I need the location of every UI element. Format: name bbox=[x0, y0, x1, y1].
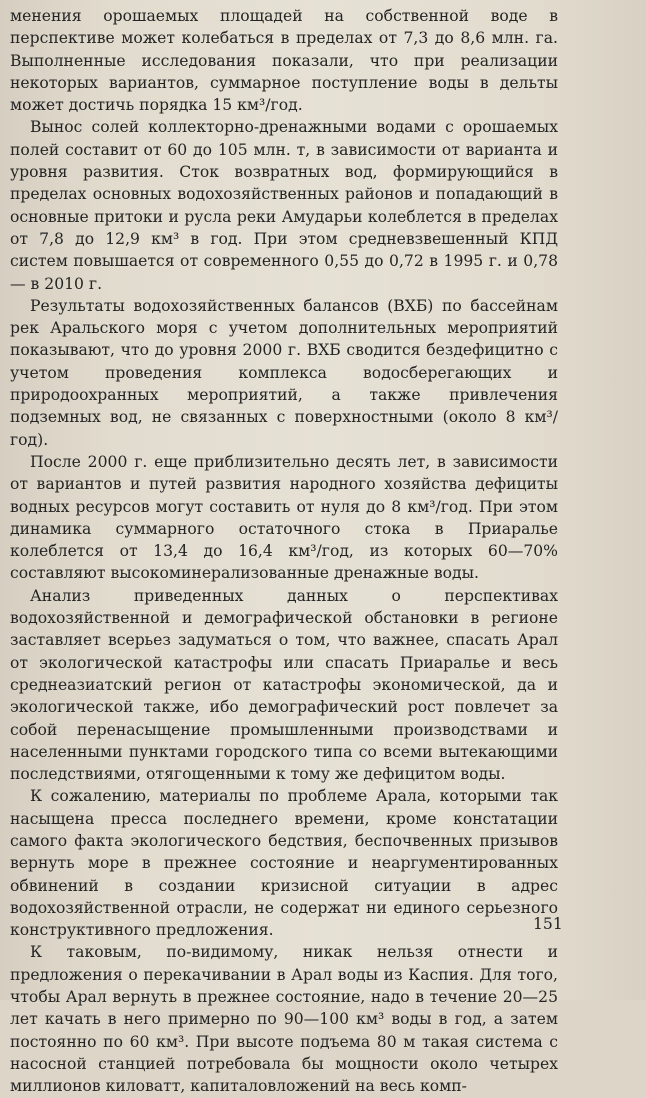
page-number: 151 bbox=[533, 915, 563, 933]
paragraph-5: Анализ приведенных данных о перспективах водохозяйственной и демографической обстановки в регионе заставляет всерьез задуматься о том, что важнее, спасать Арал от экологической катастрофы или спасать Приаралье и весь среднеазиатский регион от катастрофы экономической, да и экологической также, ибо демографический рост повлечет за собой перенасыщение промышленными производствами и населенными пунктами городского типа со всеми вытекающими последствиями, отягощенными к тому же дефицитом воды. bbox=[10, 586, 558, 784]
paragraph-2: Вынос солей коллекторно-дренажными водами с орошаемых полей составит от 60 до 105 млн. т, в зависимости от варианта и уровня развития. Сток возвратных вод, формирующийся в пределах основных водохозяйственных районов и попадающий в основные притоки и русла реки Амударьи колеблется в пределах от 7,8 до 12,9 км³ в год. При этом средневзвешенный КПД систем повышается от современного 0,55 до 0,72 в 1995 г. и 0,78 — в 2010 г. bbox=[10, 118, 558, 293]
paragraph-4: После 2000 г. еще приблизительно десять лет, в зависимости от вариантов и путей развития народного хозяйства дефициты водных ресурсов могут составить от нуля до 8 км³/год. При этом динамика суммарного остаточного стока в Приаралье колеблется от 13,4 до 16,4 км³/год, из которых 60—70% составляют высокоминерализованные дренажные воды. bbox=[10, 452, 558, 583]
paragraph-7: К таковым, по-видимому, никак нельзя отнести и предложения о перекачивании в Арал воды из Каспия. Для того, чтобы Арал вернуть в прежнее состояние, надо в течение 20—25 лет качать в него примерно по 90—100 км³ воды в год, а затем постоянно по 60 км³. При высоте подъема 80 м такая система с насосной станцией потребовала бы мощности около четырех миллионов киловатт, капиталовложений на весь комп- bbox=[10, 943, 558, 1096]
paragraph-6: К сожалению, материалы по проблеме Арала, которыми так насыщена пресса последнего времени, кроме констатации самого факта экологического бедствия, беспочвенных призывов вернуть море в прежнее состояние и неаргументированных обвинений в создании кризисной ситуации в адрес водохозяйственной отрасли, не содержат ни единого серьезного конструктивного предложения. bbox=[10, 787, 558, 940]
body-text bbox=[10, 5, 558, 1098]
paragraph-3: Результаты водохозяйственных балансов (ВХБ) по бассейнам рек Аральского моря с учетом дополнительных мероприятий показывают, что до уровня 2000 г. ВХБ сводится бездефицитно с учетом проведения комплекса водосберегающих и природоохранных мероприятий, а также привлечения подземных вод, не связанных с поверхностными (около 8 км³/год). bbox=[10, 296, 558, 449]
paragraph-1: менения орошаемых площадей на собственной воде в перспективе может колебаться в пределах от 7,3 до 8,6 млн. га. Выполненные исследования показали, что при реализации некоторых вариантов, суммарное поступление воды в дельты может достичь порядка 15 км³/год. bbox=[10, 7, 558, 115]
